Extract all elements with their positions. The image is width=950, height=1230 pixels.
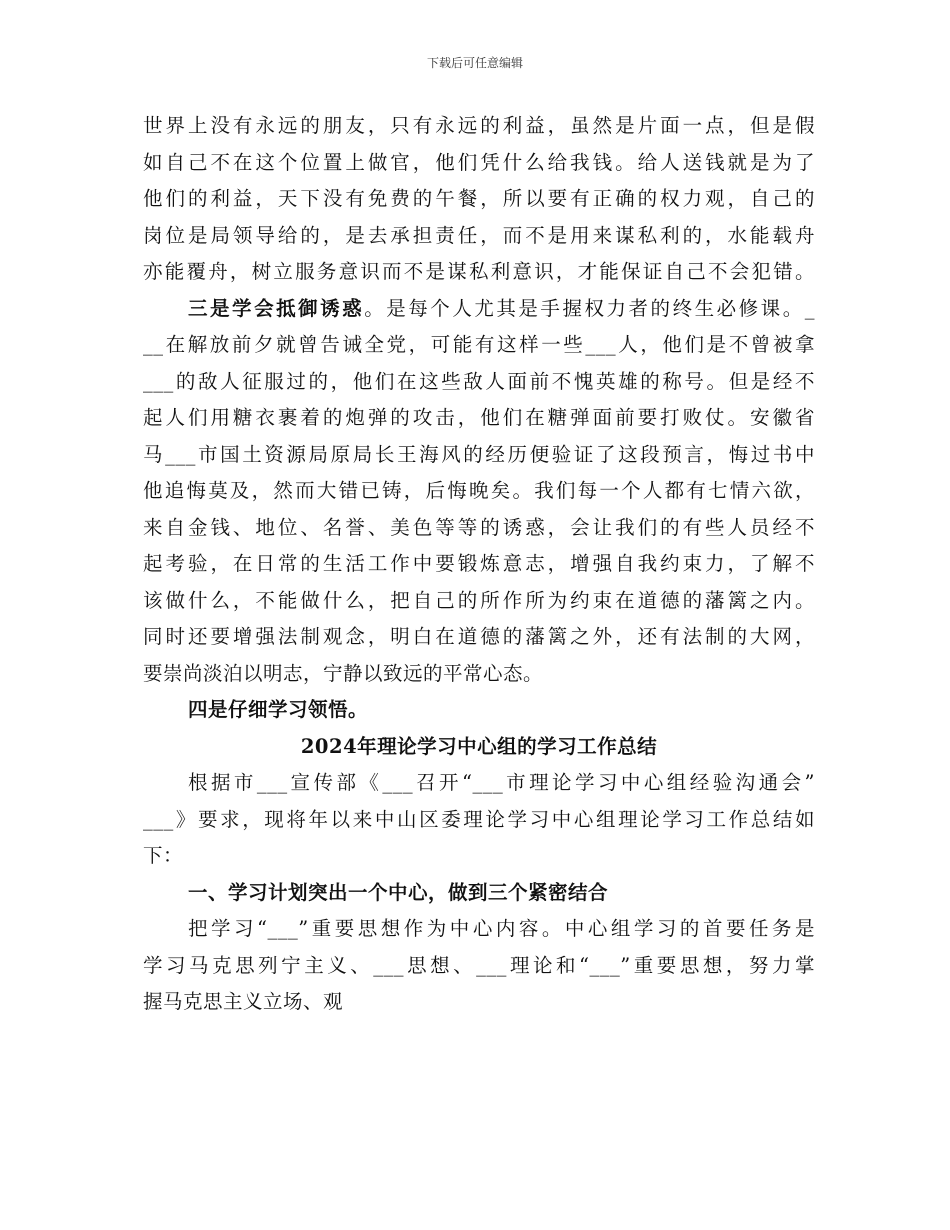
- text-line: ___》要求，现将年以来中山区委理论学习中心组理论学习工作总结如: [143, 807, 815, 831]
- text-line: 世界上没有永远的朋友，只有永远的利益，虽然是片面一点，但是假: [143, 114, 815, 137]
- page-header: 下载后可任意编辑: [426, 56, 523, 70]
- point-three-heading: 三是学会抵御诱惑: [188, 296, 365, 320]
- text-span: 。是每个人尤其是手握权力者的终生必修课。_: [364, 296, 815, 320]
- text-line: 要崇尚淡泊以明志，宁静以致远的平常心态。: [143, 661, 544, 685]
- text-line: __在解放前夕就曾告诫全党，可能有这样一些___人，他们是不曾被拿: [143, 333, 815, 356]
- text-line: 下：: [143, 844, 184, 867]
- text-line: 岗位是局领导给的，是去承担责任，而不是用来谋私利的，水能载舟: [143, 223, 815, 247]
- text-line: 亦能覆舟，树立服务意识而不是谋私利意识，才能保证自己不会犯错。: [143, 260, 815, 283]
- text-line: 把学习“___”重要思想作为中心内容。中心组学习的首要任务是: [188, 917, 815, 940]
- text-line: 马___市国土资源局原局长王海风的经历便验证了这段预言，悔过书中: [143, 442, 815, 466]
- paragraph-three-lead-line: [143, 291, 815, 328]
- text-line: 该做什么，不能做什么，把自己的所作所为约束在道德的藩篱之内。: [143, 588, 815, 612]
- point-four-heading: 四是仔细学习领悟。: [188, 698, 369, 721]
- text-line: 起人们用糖衣裹着的炮弹的攻击，他们在糖弹面前要打败仗。安徽省: [143, 406, 815, 429]
- text-line: 根据市___宣传部《___召开“___市理论学习中心组经验沟通会”: [188, 771, 815, 794]
- text-line: 他们的利益，天下没有免费的午餐，所以要有正确的权力观，自己的: [143, 187, 815, 210]
- text-line: 如自己不在这个位置上做官，他们凭什么给我钱。给人送钱就是为了: [143, 150, 815, 174]
- text-line: 起考验，在日常的生活工作中要锻炼意志，增强自我约束力，了解不: [143, 552, 815, 575]
- section-heading: 一、学习计划突出一个中心，做到三个紧密结合: [188, 880, 609, 904]
- text-line: ___的敌人征服过的，他们在这些敌人面前不愧英雄的称号。但是经不: [143, 369, 815, 393]
- document-title: 2024年理论学习中心组的学习工作总结: [300, 734, 658, 758]
- text-line: 握马克思主义立场、观: [143, 990, 344, 1013]
- text-line: 来自金钱、地位、名誉、美色等等的诱惑，会让我们的有些人员经不: [143, 515, 815, 539]
- text-line: 同时还要增强法制观念，明白在道德的藩篱之外，还有法制的大网，: [143, 625, 815, 648]
- text-line: 他追悔莫及，然而大错已铸，后悔晚矣。我们每一个人都有七情六欲，: [143, 479, 815, 502]
- text-line: 学习马克思列宁主义、___思想、___理论和“___”重要思想，努力掌: [143, 953, 815, 977]
- document-body: [143, 108, 815, 1021]
